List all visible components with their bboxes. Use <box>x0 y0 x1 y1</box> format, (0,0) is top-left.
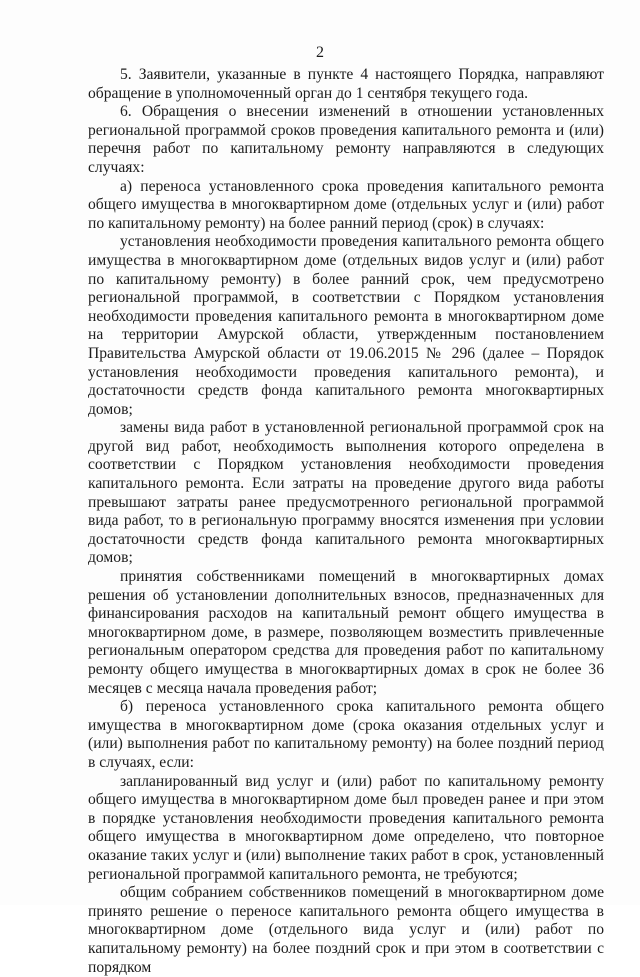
case-establishing-necessity: установления необходимости проведения капитального ремонта общего имущества в многоквартирном доме (отдельных видов услуг и (или) работ по капитальному ремонту) в более ранний срок, чем предусмотрено региональной программой, в соответствии с Порядком установления необходимости проведения капитального ремонта в многоквартирном доме на территории Амурской области, утвержденным постановлением Правительства Амурской области от 19.06.2015 № 296 (далее – Порядок установления необходимости проведения капитального ремонта), и достаточности средств фонда капитального ремонта многоквартирных домов; <box>88 233 604 418</box>
paragraph-item-6: 6. Обращения о внесении изменений в отношении установленных региональной программой сроков проведения капитального ремонта и (или) перечня работ по капитальному ремонту направляются в следующих случаях: <box>88 103 604 176</box>
document-body <box>88 66 604 977</box>
case-work-already-done: запланированный вид услуг и (или) работ по капитальному ремонту общего имущества в многоквартирном доме был проведен ранее и при этом в порядке установления необходимости проведения капитального ремонта общего имущества в многоквартирном доме определено, что повторное оказание таких услуг и (или) выполнение таких работ в срок, установленный региональной программой капитального ремонта, не требуются; <box>88 772 604 883</box>
paragraph-item-5: 5. Заявители, указанные в пункте 4 настоящего Порядка, направляют обращение в уполномоченный орган до 1 сентября текущего года. <box>88 66 604 102</box>
page-number: 2 <box>316 44 324 61</box>
case-replacement-of-works: замены вида работ в установленной региональной программой срок на другой вид работ, необходимость выполнения которого определена в соответствии с Порядком установления необходимости проведения капитального ремонта. Если затраты на проведение другого вида работы превышают затраты ранее предусмотренного региональной программой вида работ, то в региональную программу вносятся изменения при условии достаточности средств фонда капитального ремонта многоквартирных домов; <box>88 419 604 567</box>
case-additional-contributions: принятия собственниками помещений в многоквартирных домах решения об установлении дополнительных взносов, предназначенных для финансирования расходов на капитальный ремонт общего имущества в многоквартирном доме, в размере, позволяющем возместить привлеченные региональным оператором средства для проведения работ по капитальному ремонту общего имущества в многоквартирных домах в срок не более 36 месяцев с месяца начала проведения работ; <box>88 568 604 697</box>
subitem-a: а) переноса установленного срока проведения капитального ремонта общего имущества в многоквартирном доме (отдельных услуг и (или) работ по капитальному ремонту) на более ранний период (срок) в случаях: <box>88 177 604 232</box>
case-owners-meeting-decision: общим собранием собственников помещений в многоквартирном доме принято решение о переносе капитального ремонта общего имущества в многоквартирном доме (отдельного вида услуг и (или) работ по капитальному ремонту) на более поздний срок и при этом в соответствии с порядком <box>88 884 604 976</box>
subitem-b: б) переноса установленного срока капитального ремонта общего имущества в многоквартирном доме (срока оказания отдельных услуг и (или) выполнения работ по капитальному ремонту) на более поздний период в случаях, если: <box>88 698 604 771</box>
